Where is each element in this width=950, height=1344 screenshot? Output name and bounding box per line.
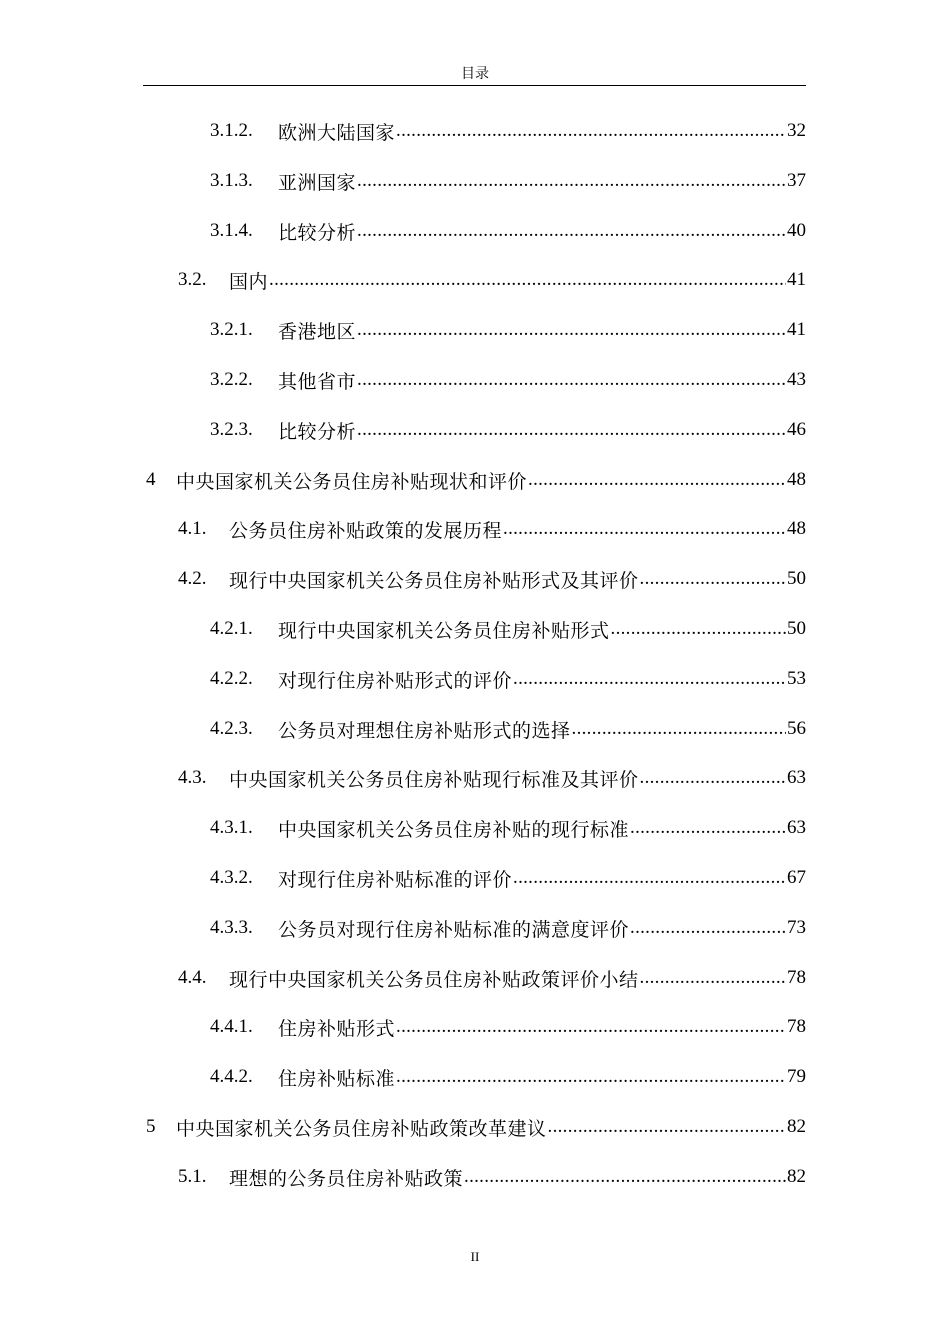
toc-dot-leader — [357, 166, 786, 196]
toc-entry-title: 现行中央国家机关公务员住房补贴政策评价小结 — [229, 969, 639, 991]
toc-entry-page: 50 — [787, 618, 806, 639]
toc-entry-title: 中央国家机关公务员住房补贴现行标准及其评价 — [229, 769, 639, 791]
toc-entry-title: 国内 — [229, 271, 269, 293]
toc-entry[interactable] — [210, 913, 806, 943]
toc-entry-number: 4 — [146, 469, 156, 490]
toc-dot-leader — [548, 1112, 786, 1142]
toc-dot-leader — [640, 564, 786, 594]
toc-entry-title: 比较分析 — [278, 421, 357, 443]
toc-entry[interactable] — [210, 614, 806, 644]
toc-dot-leader — [513, 863, 786, 893]
toc-entry-title: 香港地区 — [278, 321, 357, 343]
toc-entry-page: 63 — [787, 767, 806, 788]
toc-entry-title: 中央国家机关公务员住房补贴的现行标准 — [278, 819, 630, 841]
page-header-title: 目录 — [461, 67, 489, 82]
toc-dot-leader — [357, 216, 786, 246]
toc-dot-leader — [503, 514, 786, 544]
toc-entry-page: 32 — [787, 120, 806, 141]
toc-entry-number: 3.1.4. — [210, 220, 253, 241]
toc-entry-number: 4.2.1. — [210, 618, 253, 639]
toc-entry-title: 公务员住房补贴政策的发展历程 — [229, 520, 503, 542]
toc-entry[interactable] — [210, 813, 806, 843]
toc-dot-leader — [357, 365, 786, 395]
toc-entry-page: 73 — [787, 917, 806, 938]
toc-entry[interactable] — [178, 963, 806, 993]
toc-entry-number: 4.3.2. — [210, 867, 253, 888]
toc-dot-leader — [640, 763, 786, 793]
toc-entry-page: 56 — [787, 718, 806, 739]
toc-entry[interactable] — [178, 763, 806, 793]
toc-entry[interactable] — [210, 365, 806, 395]
toc-entry-number: 5.1. — [178, 1166, 207, 1187]
toc-entry[interactable] — [210, 216, 806, 246]
toc-entry-page: 63 — [787, 817, 806, 838]
toc-entry-page: 41 — [787, 319, 806, 340]
toc-entry-number: 4.1. — [178, 518, 207, 539]
toc-entry-number: 4.3.1. — [210, 817, 253, 838]
toc-entry-page: 48 — [787, 518, 806, 539]
toc-entry-page: 46 — [787, 419, 806, 440]
toc-entry-page: 41 — [787, 269, 806, 290]
toc-entry-page: 79 — [787, 1066, 806, 1087]
footer-page-number: II — [470, 1249, 480, 1264]
toc-entry-number: 4.3.3. — [210, 917, 253, 938]
toc-entry-page: 78 — [787, 967, 806, 988]
toc-entry-title: 公务员对现行住房补贴标准的满意度评价 — [278, 919, 630, 941]
toc-entry-number: 3.2. — [178, 269, 207, 290]
toc-entry[interactable] — [210, 664, 806, 694]
toc-entry-title: 亚洲国家 — [278, 172, 357, 194]
toc-entry-page: 50 — [787, 568, 806, 589]
toc-entry[interactable] — [210, 1012, 806, 1042]
toc-dot-leader — [611, 614, 786, 644]
toc-entry-title: 对现行住房补贴标准的评价 — [278, 869, 513, 891]
toc-entry-number: 4.2.2. — [210, 668, 253, 689]
toc-entry-title: 住房补贴形式 — [278, 1018, 396, 1040]
toc-entry-title: 中央国家机关公务员住房补贴现状和评价 — [176, 471, 528, 493]
toc-entry[interactable] — [210, 116, 806, 146]
toc-dot-leader — [396, 1012, 786, 1042]
toc-entry[interactable] — [210, 1062, 806, 1092]
toc-dot-leader — [464, 1162, 786, 1192]
toc-entry-number: 4.2.3. — [210, 718, 253, 739]
toc-dot-leader — [513, 664, 786, 694]
toc-entry-number: 3.2.1. — [210, 319, 253, 340]
toc-entry-title: 其他省市 — [278, 371, 357, 393]
toc-entry-number: 3.1.3. — [210, 170, 253, 191]
toc-dot-leader — [396, 116, 786, 146]
toc-dot-leader — [630, 813, 786, 843]
toc-entry[interactable] — [210, 166, 806, 196]
toc-entry-number: 4.4.2. — [210, 1066, 253, 1087]
toc-dot-leader — [269, 265, 786, 295]
toc-entry-title: 比较分析 — [278, 222, 357, 244]
toc-dot-leader — [357, 415, 786, 445]
toc-dot-leader — [357, 315, 786, 345]
toc-entry-page: 43 — [787, 369, 806, 390]
toc-entry-page: 82 — [787, 1116, 806, 1137]
toc-entry-page: 78 — [787, 1016, 806, 1037]
toc-entry-page: 48 — [787, 469, 806, 490]
toc-entry-title: 现行中央国家机关公务员住房补贴形式 — [278, 620, 610, 642]
toc-entry-page: 40 — [787, 220, 806, 241]
toc-entry[interactable] — [210, 714, 806, 744]
toc-entry-title: 现行中央国家机关公务员住房补贴形式及其评价 — [229, 570, 639, 592]
toc-entry-title: 对现行住房补贴形式的评价 — [278, 670, 513, 692]
toc-entry-title: 理想的公务员住房补贴政策 — [229, 1168, 464, 1190]
toc-entry-number: 4.4. — [178, 967, 207, 988]
toc-entry[interactable] — [178, 265, 806, 295]
toc-entry-title: 住房补贴标准 — [278, 1068, 396, 1090]
toc-dot-leader — [528, 465, 786, 495]
toc-entry-number: 5 — [146, 1116, 156, 1137]
toc-entry-title: 中央国家机关公务员住房补贴政策改革建议 — [176, 1118, 547, 1140]
toc-entry[interactable] — [146, 465, 806, 495]
toc-entry-number: 4.4.1. — [210, 1016, 253, 1037]
toc-entry[interactable] — [178, 1162, 806, 1192]
toc-entry-page: 37 — [787, 170, 806, 191]
toc-dot-leader — [640, 963, 786, 993]
toc-entry[interactable] — [178, 564, 806, 594]
toc-entry-page: 67 — [787, 867, 806, 888]
toc-entry[interactable] — [178, 514, 806, 544]
toc-entry-title: 公务员对理想住房补贴形式的选择 — [278, 720, 571, 742]
toc-entry[interactable] — [210, 415, 806, 445]
toc-dot-leader — [630, 913, 786, 943]
toc-entry-page: 53 — [787, 668, 806, 689]
toc-dot-leader — [396, 1062, 786, 1092]
toc-entry-number: 3.1.2. — [210, 120, 253, 141]
toc-dot-leader — [572, 714, 786, 744]
toc-entry-page: 82 — [787, 1166, 806, 1187]
toc-entry[interactable] — [210, 863, 806, 893]
toc-entry-number: 3.2.2. — [210, 369, 253, 390]
header-rule — [143, 85, 806, 86]
toc-entry[interactable] — [146, 1112, 806, 1142]
toc-entry-number: 3.2.3. — [210, 419, 253, 440]
toc-entry-number: 4.3. — [178, 767, 207, 788]
toc-entry-number: 4.2. — [178, 568, 207, 589]
toc-entry[interactable] — [210, 315, 806, 345]
toc-entry-title: 欧洲大陆国家 — [278, 122, 396, 144]
